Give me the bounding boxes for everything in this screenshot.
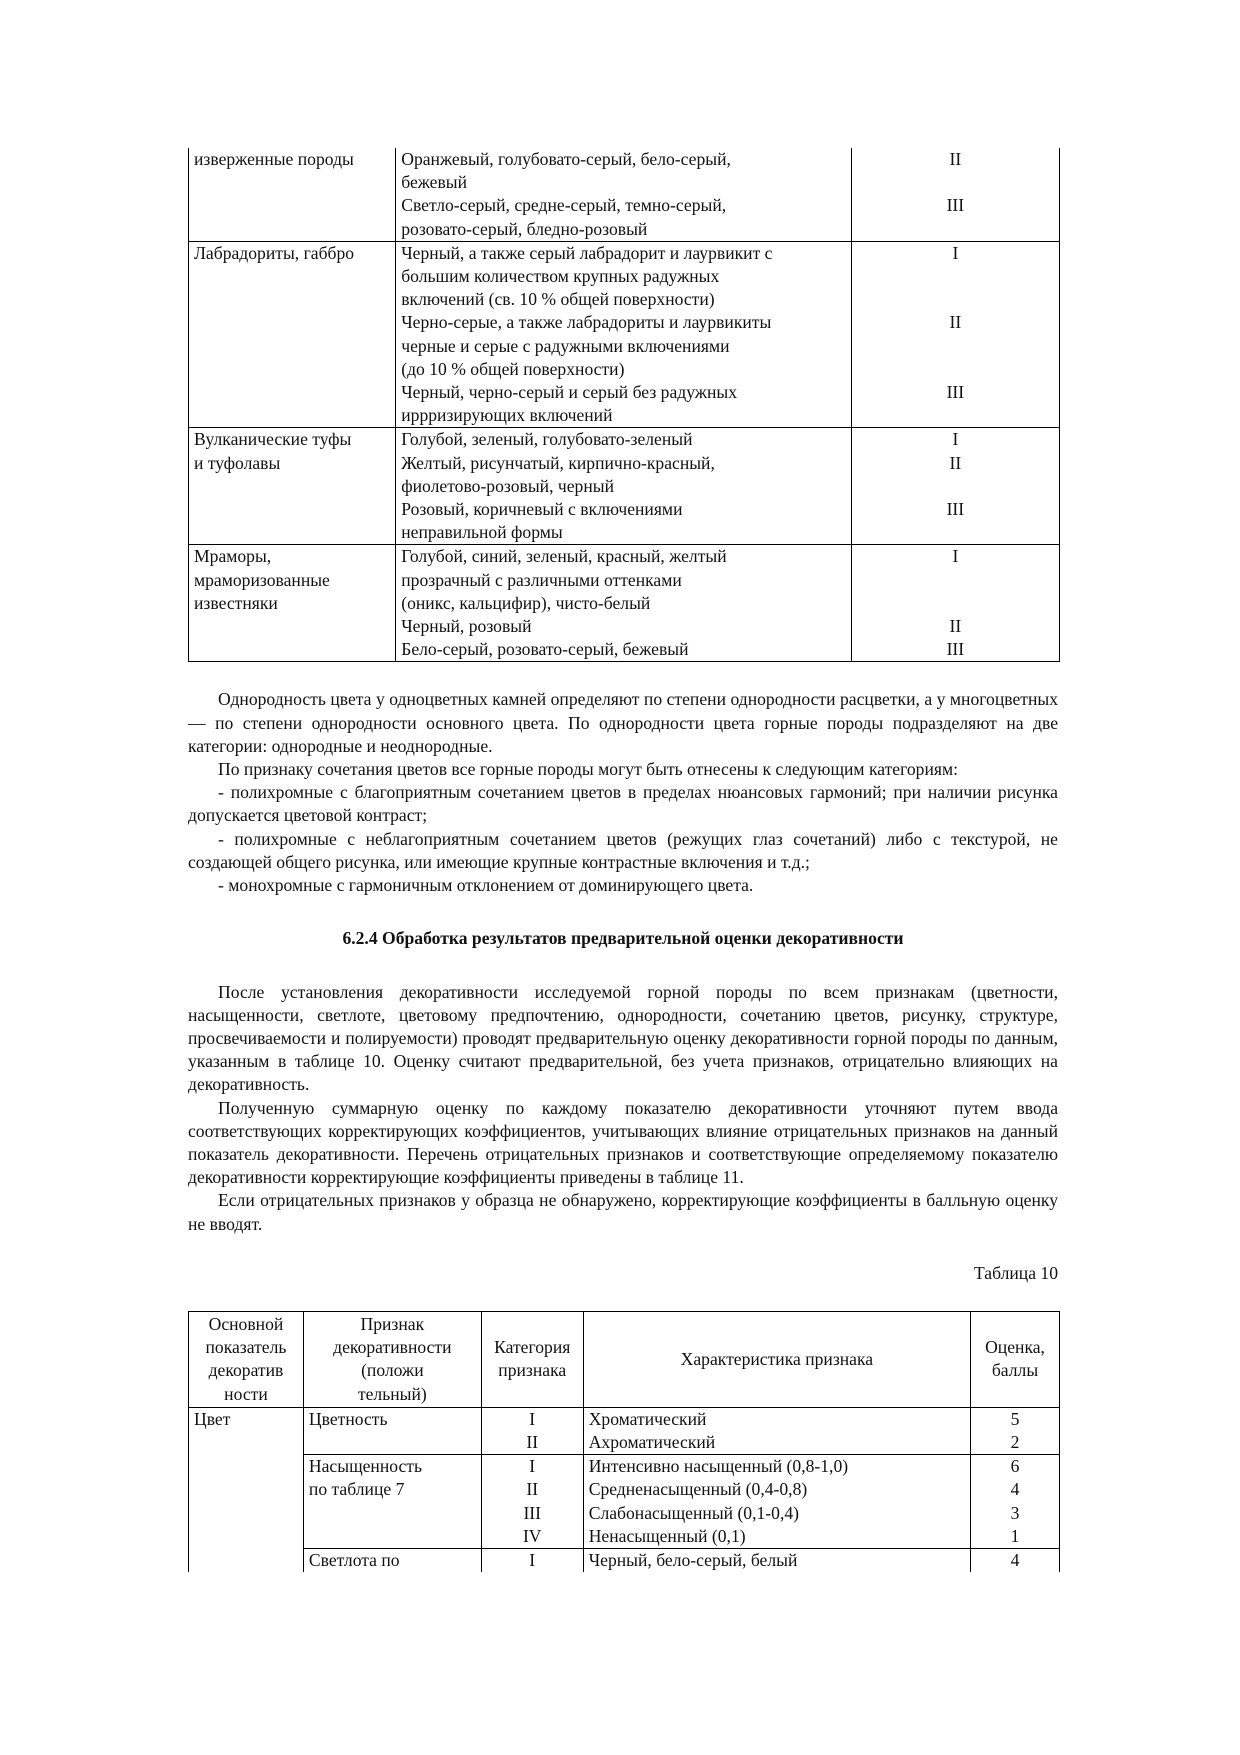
rock-cell (189, 311, 396, 381)
category-cell: III (481, 1502, 583, 1525)
table-row (189, 194, 1060, 241)
category-cell: II (481, 1478, 583, 1501)
desc-cell: Черный, розовый (396, 615, 852, 638)
score-cell: 4 (971, 1478, 1060, 1501)
characteristic-cell: Ненасыщенный (0,1) (583, 1525, 970, 1549)
category-cell: I (851, 545, 1059, 615)
desc-cell: Розовый, коричневый с включениями неправильной формы (396, 498, 852, 545)
category-cell: I (481, 1407, 583, 1431)
desc-cell: Желтый, рисунчатый, кирпично-красный, фиолетово-розовый, черный (396, 452, 852, 498)
category-cell: I (851, 241, 1059, 311)
feature-cell: Насыщенность по таблице 7 (303, 1455, 481, 1549)
table-header-row (189, 1311, 1060, 1407)
feature-cell: Цветность (303, 1407, 481, 1454)
category-cell: III (851, 381, 1059, 428)
category-cell: II (851, 148, 1059, 194)
table-label: Таблица 10 (973, 1262, 1058, 1283)
category-cell: III (851, 194, 1059, 241)
rock-cell: Мраморы, мраморизованные известняки (189, 545, 396, 662)
paragraph: - полихромные с благоприятным сочетанием цветов в пределах нюансовых гармоний; при наличии рисунка допускается цветовой контраст; (188, 782, 1058, 826)
paragraph: Однородность цвета у одноцветных камней определяют по степени однородности расцветки, а у многоцветных — по степени однородности основного цвета. По однородности цвета горные породы подразделяют на две категории: однородные и неоднородные. (188, 689, 1058, 756)
category-cell: II (851, 311, 1059, 381)
score-cell: 6 (971, 1455, 1060, 1479)
paragraph: Полученную суммарную оценку по каждому показателю декоративности уточняют путем ввода соответствующих корректирующих коэффициентов, учитывающих влияние отрицательных признаков на данный показатель декоративности. Перечень отрицательных признаков и соответствующие определяемому показателю декоративности корректирующие коэффициенты приведены в таблице 11. (188, 1097, 1058, 1188)
indicator-cell: Цвет (189, 1407, 304, 1572)
header-characteristic: Характеристика признака (583, 1311, 970, 1407)
paragraph: - полихромные с неблагоприятным сочетанием цветов (режущих глаз сочетаний) либо с текстурой, не создающей общего рисунка, или имеющие крупные контрастные включения и т.д.; (188, 828, 1058, 872)
desc-cell: Светло-серый, средне-серый, темно-серый, розовато-серый, бледно-розовый (396, 194, 852, 241)
desc-cell: Черный, а также серый лабрадорит и лаурвикит с большим количеством крупных радужных включений (св. 10 % общей поверхности) (396, 241, 852, 311)
table-row (189, 1548, 1060, 1572)
header-indicator: Основной показатель декоратив ности (189, 1311, 304, 1407)
desc-cell: Голубой, зеленый, голубовато-зеленый (396, 428, 852, 452)
characteristic-cell: Интенсивно насыщенный (0,8-1,0) (583, 1455, 970, 1479)
header-feature: Признак декоративности (положи тельный) (303, 1311, 481, 1407)
characteristic-cell: Черный, бело-серый, белый (583, 1548, 970, 1572)
desc-cell: Голубой, синий, зеленый, красный, желтый прозрачный с различными оттенками (оникс, кальцифир), чисто-белый (396, 545, 852, 615)
rock-color-table (188, 148, 1060, 662)
desc-cell: Бело-серый, розовато-серый, бежевый (396, 638, 852, 662)
desc-cell: Оранжевый, голубовато-серый, бело-серый, бежевый (396, 148, 852, 194)
desc-cell: Черно-серые, а также лабрадориты и лаурвикиты черные и серые с радужными включениями (до 10 % общей поверхности) (396, 311, 852, 381)
rock-cell (189, 381, 396, 428)
header-score: Оценка, баллы (971, 1311, 1060, 1407)
category-cell: II (481, 1431, 583, 1455)
decorativeness-table (188, 1311, 1060, 1572)
paragraph: По признаку сочетания цветов все горные породы могут быть отнесены к следующим категориям: (218, 759, 958, 780)
characteristic-cell: Хроматический (583, 1407, 970, 1431)
characteristic-cell: Слабонасыщенный (0,1-0,4) (583, 1502, 970, 1525)
paragraph: - монохромные с гармоничным отклонением от доминирующего цвета. (218, 875, 754, 896)
score-cell: 4 (971, 1548, 1060, 1572)
characteristic-cell: Ахроматический (583, 1431, 970, 1455)
rock-cell: Лабрадориты, габбро (189, 241, 396, 311)
table-row (189, 148, 1060, 194)
score-cell: 2 (971, 1431, 1060, 1455)
category-cell: I (481, 1548, 583, 1572)
table-row (189, 1455, 1060, 1479)
document-page (188, 148, 1058, 1572)
category-cell: II (851, 615, 1059, 638)
category-cell: II (851, 452, 1059, 498)
score-cell: 1 (971, 1525, 1060, 1549)
category-cell: IV (481, 1525, 583, 1549)
header-category: Категория признака (481, 1311, 583, 1407)
score-cell: 3 (971, 1502, 1060, 1525)
table-row (189, 381, 1060, 428)
category-cell: I (481, 1455, 583, 1479)
score-cell: 5 (971, 1407, 1060, 1431)
paragraph: Если отрицательных признаков у образца не обнаружено, корректирующие коэффициенты в балльную оценку не вводят. (188, 1190, 1058, 1234)
feature-cell: Светлота по (303, 1548, 481, 1572)
table-row (189, 311, 1060, 381)
category-cell: III (851, 498, 1059, 545)
section-heading: 6.2.4 Обработка результатов предварительной оценки декоративности (342, 928, 904, 949)
table-row (189, 241, 1060, 311)
paragraph: После установления декоративности исследуемой горной породы по всем признакам (цветности, насыщенности, светлоте, цветовому предпочтению, однородности, сочетанию цветов, рисунку, структуре, просвечиваемости и полируемости) проводят предварительную оценку декоративности горной породы по данным, указанным в таблице 10. Оценку считают предварительной, без учета признаков, отрицательно влияющих на декоративность. (188, 981, 1058, 1095)
category-cell: III (851, 638, 1059, 662)
table-row (189, 1407, 1060, 1431)
rock-cell: изверженные породы (189, 148, 396, 194)
characteristic-cell: Средненасыщенный (0,4-0,8) (583, 1478, 970, 1501)
table-row (189, 545, 1060, 615)
table-row (189, 428, 1060, 452)
rock-cell (189, 194, 396, 241)
desc-cell: Черный, черно-серый и серый без радужных иррризирующих включений (396, 381, 852, 428)
rock-cell: Вулканические туфы и туфолавы (189, 428, 396, 545)
category-cell: I (851, 428, 1059, 452)
